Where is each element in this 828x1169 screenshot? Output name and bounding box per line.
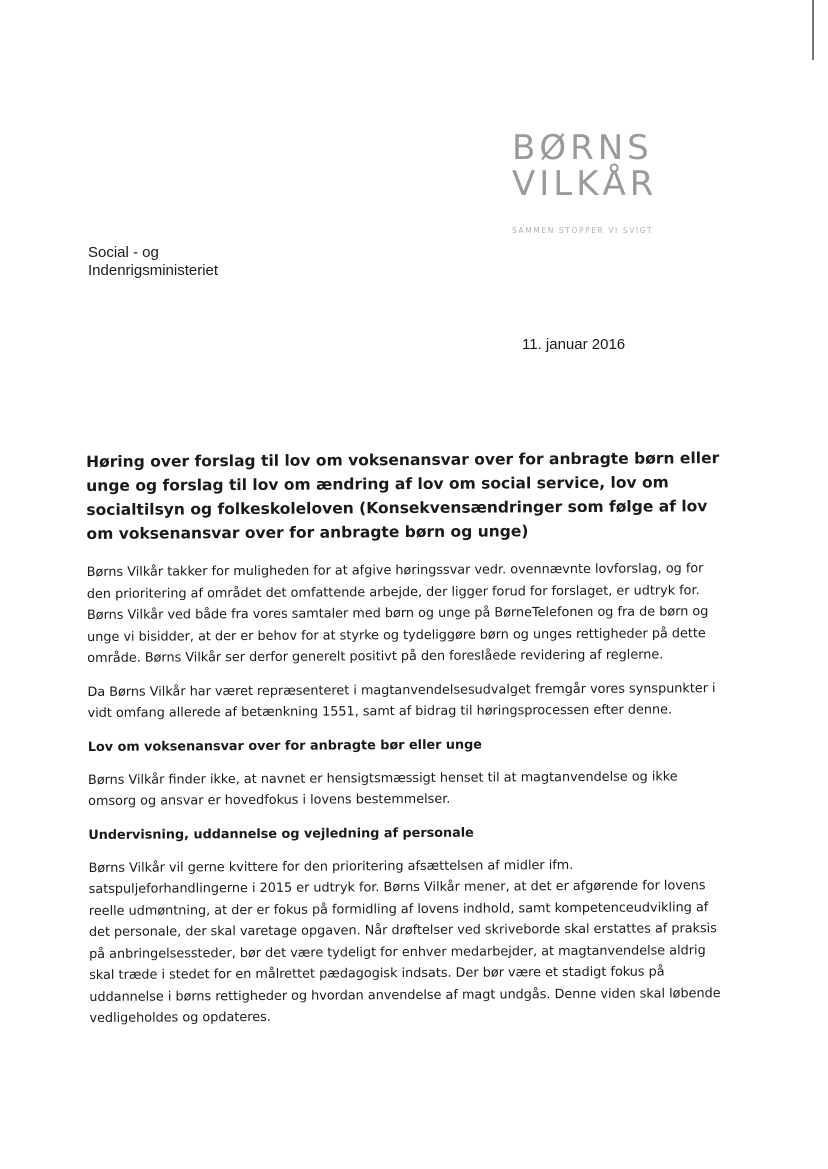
section-heading-training: Undervisning, uddannelse og vejledning af personale <box>88 825 474 843</box>
recipient-line-2: Indenrigsministeriet <box>88 262 219 279</box>
scan-edge-line <box>812 0 814 60</box>
letter-title: Høring over forslag til lov om voksenansvar over for anbragte børn eller unge og forslag til lov om ændring af lov om social service, lov om socialtilsyn og folkeskoleloven (Konsekvensændringer som følge af lov om voksenansvar over for anbragte børn og unge) <box>86 449 720 543</box>
logo-tagline: SAMMEN STOPPER VI SVIGT <box>512 226 654 235</box>
logo <box>512 130 682 235</box>
recipient-line-1: Social - og <box>88 244 159 261</box>
section-text-training: Børns Vilkår vil gerne kvittere for den prioritering afsættelsen af midler ifm. satspuljeforhandlingerne i 2015 er udtryk for. Børns Vilkår mener, at det er afgørende for lovens reelle udmøntning, at der er fokus på formidling af lovens indhold, samt kompetenceudvikling af det personale, der skal varetage opgaven. Når drøftelser ved skriveborde skal erstattes af praksis på anbringelsessteder, bør det være tydeligt for enhver medarbejder, at magtanvendelse aldrig skal træde i stedet for en målrettet pædagogisk indsats. Der bør være et stadigt fokus på uddannelse i børns rettigheder og hvordan anvendelse af magt undgås. Denne viden skal løbende vedligeholdes og opdateres. <box>88 857 721 1026</box>
logo-line-2: VILKÅR <box>512 164 658 204</box>
section-heading-name: Lov om voksenansvar over for anbragte bør eller unge <box>87 737 482 755</box>
intro-paragraph: Børns Vilkår takker for muligheden for at afgive høringssvar vedr. ovennævnte lovforslag, og for den prioritering af området det omfattende arbejde, der ligger forud for forslaget, er udtryk for. Børns Vilkår ved både fra vores samtaler med børn og unge på BørneTelefonen og fra de børn og unge vi bisidder, at der er behov for at styrke og tydeliggøre børn og unges rettigheder på dette område. Børns Vilkår ser derfor generelt positivt på den foreslåede revidering af reglerne. <box>86 561 709 666</box>
background-paragraph: Da Børns Vilkår har været repræsenteret i magtanvendelsesudvalget fremgår vores synspunkter i vidt omfang allerede af betænkning 1551, samt af bidrag til høringsprocessen efter denne. <box>87 680 716 721</box>
logo-line-1: BØRNS <box>512 128 653 168</box>
recipient-address <box>88 244 218 280</box>
section-text-name: Børns Vilkår finder ikke, at navnet er hensigtsmæssigt henset til at magtanvendelse og ikke omsorg og ansvar er hovedfokus i lovens bestemmelser. <box>87 768 678 809</box>
letter-date: 11. januar 2016 <box>522 336 626 353</box>
letter-body <box>86 446 730 1041</box>
